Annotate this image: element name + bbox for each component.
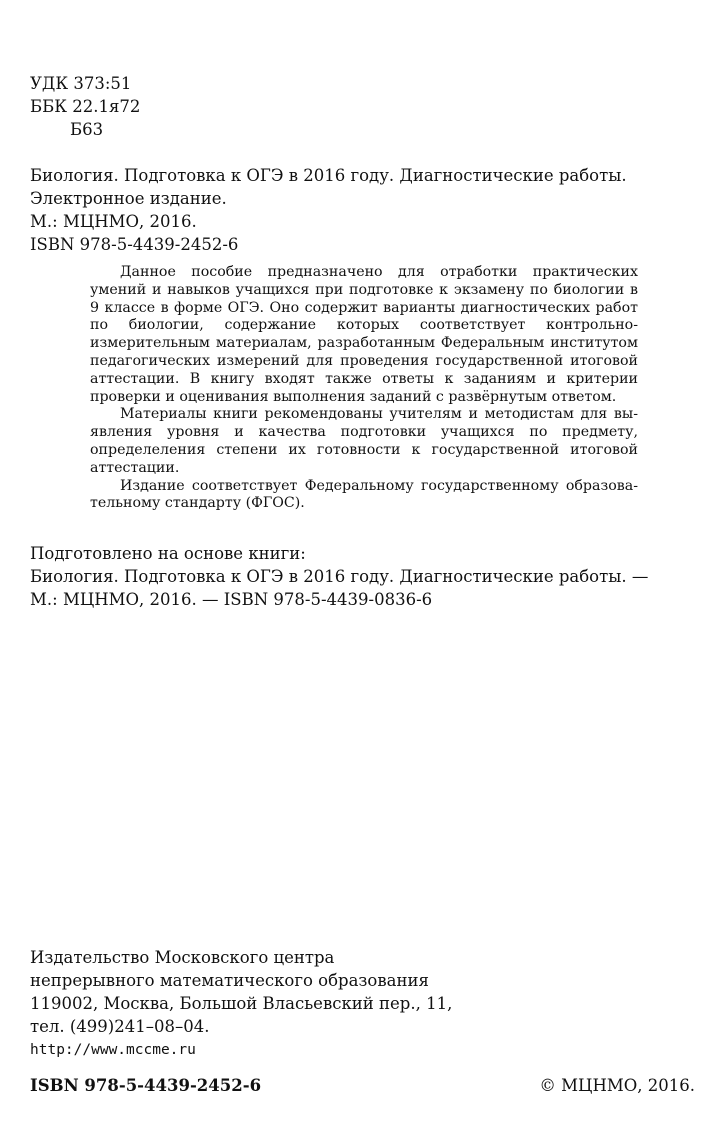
abstract-paragraph: Материалы книги рекомендованы учителям и методистам для выявления уровня и качества подготовки учащихся по предмету, определеления степени их готовности к государственной итоговой аттестации. <box>90 406 638 476</box>
abstract <box>90 264 638 513</box>
record-edition: Электронное издание. <box>30 189 227 208</box>
abstract-paragraph: Издание соответствует Федеральному государственному образовательному стандарту (ФГОС). <box>90 477 638 512</box>
record-isbn: ISBN 978-5-4439-2452-6 <box>30 235 239 254</box>
publisher-url[interactable]: http://www.mccme.ru <box>30 1042 196 1058</box>
abstract-paragraph: Данное пособие предназначено для отработки практических умений и навыков учащихся при подготовке к экзамену по биологии в 9 классе в форме ОГЭ. Оно содержит варианты диагностических работ по биологии, содержание которых соответствует контрольно-измерительным материалам, разработанным Федеральным институтом педагогических измерений для проведения государственной итоговой аттестации. В книгу входят также ответы к заданиям и критерии проверки и оценивания выполнения заданий с развёрнутым ответом. <box>90 264 638 405</box>
record-imprint: М.: МЦНМО, 2016. <box>30 212 197 231</box>
footer-isbn: ISBN 978-5-4439-2452-6 <box>30 1076 262 1095</box>
record-title: Биология. Подготовка к ОГЭ в 2016 году. Диагностические работы. <box>30 166 627 185</box>
source-title: Биология. Подготовка к ОГЭ в 2016 году. Диагностические работы. — <box>30 567 649 586</box>
publisher-phone: тел. (499)241–08–04. <box>30 1017 210 1036</box>
footer-copyright: © МЦНМО, 2016. <box>539 1076 695 1095</box>
publisher-name-line2: непрерывного математического образования <box>30 971 429 990</box>
source-heading: Подготовлено на основе книги: <box>30 544 306 563</box>
author-mark: Б63 <box>70 120 104 139</box>
publisher-name-line1: Издательство Московского центра <box>30 948 335 967</box>
source-imprint: М.: МЦНМО, 2016. — ISBN 978-5-4439-0836-6 <box>30 590 433 609</box>
bbk-code: ББК 22.1я72 <box>30 97 141 116</box>
udk-code: УДК 373:51 <box>30 74 132 93</box>
publisher-address: 119002, Москва, Большой Власьевский пер., 11, <box>30 994 453 1013</box>
